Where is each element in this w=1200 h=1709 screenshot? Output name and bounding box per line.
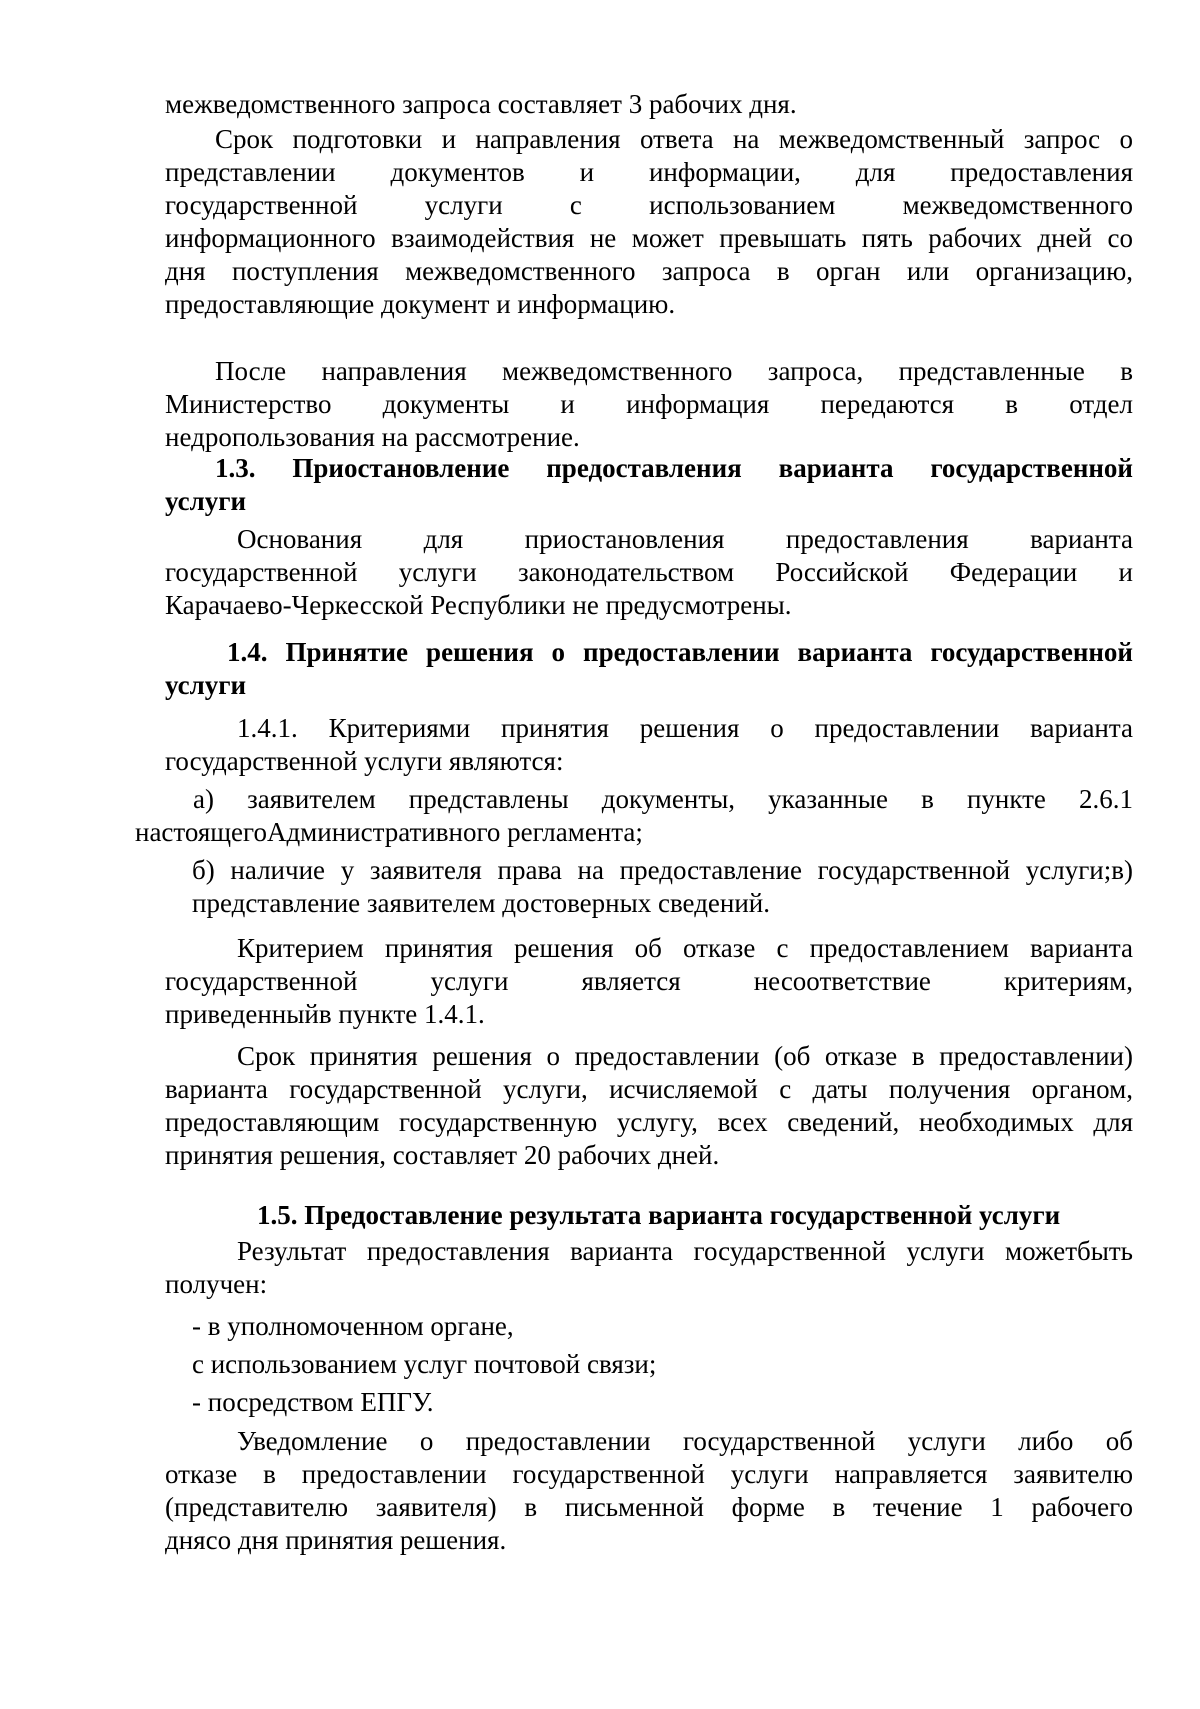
text-line: Министерство документы и информация передаются в отдел [165, 389, 1133, 419]
heading-line: 1.3. Приостановление предоставления варианта государственной [215, 453, 1133, 483]
text-line: представлении документов и информации, для предоставления [165, 157, 1133, 187]
paragraph-intro-end [165, 88, 1133, 121]
text-line: информационного взаимодействия не может превышать пять рабочих дней со [165, 223, 1133, 253]
list-item: - посредством ЕПГУ. [192, 1387, 434, 1417]
heading-line: услуги [165, 670, 247, 700]
paragraph-result [165, 1235, 1133, 1301]
paragraph-refusal-criterion [165, 932, 1133, 1031]
text-line: Карачаево-Черкесской Республики не предусмотрены. [165, 590, 792, 620]
text-line: настоящегоАдминистративного регламента; [135, 817, 643, 847]
text-line: Срок подготовки и направления ответа на межведомственный запрос о [215, 124, 1133, 154]
text-line: Основания для приостановления предоставления варианта [237, 524, 1133, 554]
list-item-b-c [192, 854, 1133, 920]
text-line: После направления межведомственного запроса, представленные в [215, 356, 1133, 386]
text-line: дня поступления межведомственного запроса в орган или организацию, [165, 256, 1133, 286]
list-item-a [135, 783, 1133, 849]
text-line: представление заявителем достоверных сведений. [192, 888, 771, 918]
text-line: недропользования на рассмотрение. [165, 422, 580, 452]
text-line: межведомственного запроса составляет 3 рабочих дня. [165, 89, 797, 119]
text-line: государственной услуги с использованием межведомственного [165, 190, 1133, 220]
list-item: с использованием услуг почтовой связи; [192, 1349, 657, 1379]
text-line: 1.4.1. Критериями принятия решения о предоставлении варианта [237, 713, 1133, 743]
text-line: а) заявителем представлены документы, указанные в пункте 2.6.1 [193, 784, 1133, 814]
text-line: государственной услуги является несоответствие критериям, [165, 966, 1133, 996]
text-line: Результат предоставления варианта государственной услуги можетбыть [237, 1236, 1133, 1266]
text-line: Уведомление о предоставлении государственной услуги либо об [237, 1426, 1133, 1456]
text-line: приведенныйв пункте 1.4.1. [165, 999, 485, 1029]
text-line: Критерием принятия решения об отказе с предоставлением варианта [237, 933, 1133, 963]
text-line: государственной услуги являются: [165, 746, 564, 776]
text-line: Срок принятия решения о предоставлении (об отказе в предоставлении) [237, 1041, 1133, 1071]
text-line: государственной услуги законодательством Российской Федерации и [165, 557, 1133, 587]
heading-1-5 [165, 1199, 1133, 1232]
paragraph-response-deadline [165, 123, 1133, 321]
text-line: предоставляющим государственную услугу, всех сведений, необходимых для [165, 1107, 1133, 1137]
heading-line: услуги [165, 486, 247, 516]
text-line: отказе в предоставлении государственной услуги направляется заявителю [165, 1459, 1133, 1489]
paragraph-after-request [165, 355, 1133, 454]
heading-line: 1.5. Предоставление результата варианта государственной услуги [257, 1200, 1061, 1230]
text-line: (представителю заявителя) в письменной форме в течение 1 рабочего [165, 1492, 1133, 1522]
text-line: б) наличие у заявителя права на предоставление государственной услуги;в) [192, 855, 1133, 885]
text-line: варианта государственной услуги, исчисляемой с даты получения органом, [165, 1074, 1133, 1104]
text-line: получен: [165, 1269, 268, 1299]
text-line: предоставляющие документ и информацию. [165, 289, 676, 319]
paragraph-criteria [165, 712, 1133, 778]
heading-1-4 [165, 636, 1133, 702]
text-line: днясо дня принятия решения. [165, 1525, 507, 1555]
list-item: - в уполномоченном органе, [192, 1311, 514, 1341]
paragraph-decision-deadline [165, 1040, 1133, 1172]
result-channels-list [192, 1310, 1133, 1419]
heading-line: 1.4. Принятие решения о предоставлении варианта государственной [227, 637, 1133, 667]
paragraph-suspension-grounds [165, 523, 1133, 622]
text-line: принятия решения, составляет 20 рабочих дней. [165, 1140, 720, 1170]
paragraph-notification [165, 1425, 1133, 1557]
heading-1-3 [165, 452, 1133, 518]
